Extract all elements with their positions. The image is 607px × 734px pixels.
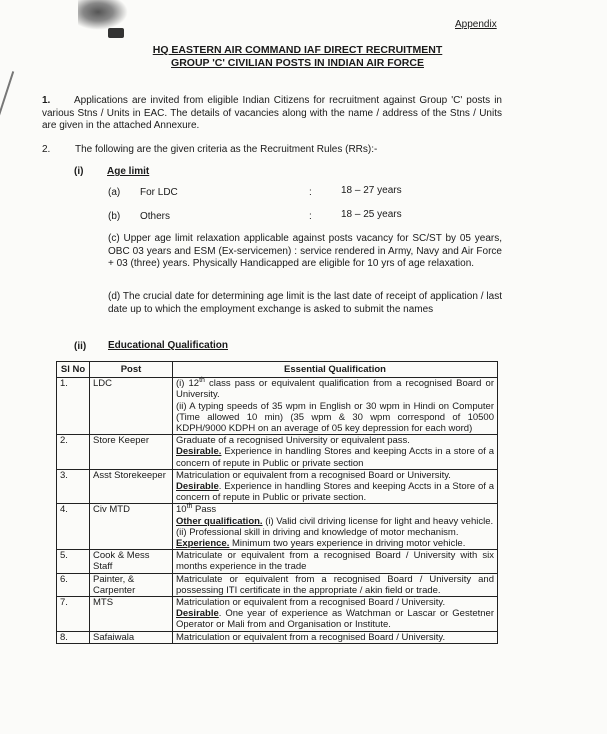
edu-number: (ii) <box>74 341 87 352</box>
scan-smudge <box>78 0 128 30</box>
row-qualification: Matriculation or equivalent from a recognised Board or University. Desirable. Experience in handling Stores and keeping Accts in a Store of a concern of repute in Public or private section. <box>173 469 498 504</box>
row-qualification: Matriculation or equivalent from a recognised Board / University. Desirable. One year of experience as Watchman or Lascar or Gestetner Operator or Mali from and Organisation or Institute. <box>173 597 498 632</box>
row-number: 1. <box>57 378 90 435</box>
para2-text: The following are the given criteria as the Recruitment Rules (RRs):- <box>75 144 378 155</box>
row-number: 4. <box>57 504 90 550</box>
age-b-post: Others <box>140 211 171 222</box>
age-a-colon: : <box>309 187 312 198</box>
row-post: Asst Storekeeper <box>90 469 173 504</box>
para1-number: 1. <box>42 95 51 106</box>
age-a-label: (a) <box>108 187 121 198</box>
age-c-text: (c) Upper age limit relaxation applicable against posts vacancy for SC/ST by 05 years, OBC 03 years and ESM (Ex-servicemen) : service rendered in Army, Navy and Air Force + 03 (three) years. Physically Handicapped are eligible for 10 yrs of age relaxation. <box>108 233 502 269</box>
row-post: LDC <box>90 378 173 435</box>
age-b-colon: : <box>309 211 312 222</box>
header-post: Post <box>90 362 173 378</box>
row-qualification: 10th Pass Other qualification. (i) Valid civil driving license for light and heavy vehicle. (ii) Professional skill in driving and knowledge of motor mechanism. Experience. Minimum two years experience in driving motor vehicle. <box>173 504 498 550</box>
table-header-row <box>57 362 498 378</box>
row-post: Cook & Mess Staff <box>90 550 173 573</box>
scan-edge-line <box>0 71 14 129</box>
para1-text: Applications are invited from eligible Indian Citizens for recruitment against Group 'C' posts in various Stns / Units in EAC. The details of vacancies along with the name / address of the Stns / Units are given in the attached Annexure. <box>42 95 502 131</box>
table-row <box>57 597 498 632</box>
table-row <box>57 378 498 435</box>
appendix-label: Appendix <box>455 19 497 30</box>
row-post: Safaiwala <box>90 631 173 643</box>
age-heading: Age limit <box>107 166 150 177</box>
table-row <box>57 631 498 643</box>
age-number: (i) <box>74 166 84 177</box>
header-qualification: Essential Qualification <box>173 362 498 378</box>
scan-mark <box>108 28 124 38</box>
row-qualification: Matriculation or equivalent from a recognised Board / University. <box>173 631 498 643</box>
row-number: 6. <box>57 573 90 596</box>
age-a-post: For LDC <box>140 187 178 198</box>
row-post: MTS <box>90 597 173 632</box>
table-row <box>57 469 498 504</box>
row-number: 3. <box>57 469 90 504</box>
para2-number: 2. <box>42 144 51 155</box>
table-row <box>57 550 498 573</box>
row-number: 7. <box>57 597 90 632</box>
row-post: Store Keeper <box>90 435 173 470</box>
table-row <box>57 573 498 596</box>
row-post: Civ MTD <box>90 504 173 550</box>
qualification-table <box>56 361 498 644</box>
row-qualification: Matriculate or equivalent from a recognised Board / University and possessing ITI certificate in the appropriate / akin field or trade. <box>173 573 498 596</box>
table-row <box>57 435 498 470</box>
age-b-label: (b) <box>108 211 121 222</box>
row-qualification: Graduate of a recognised University or equivalent pass. Desirable. Experience in handling Stores and keeping Accts in a store of a concern of repute in Public or private section <box>173 435 498 470</box>
age-a-range: 18 – 27 years <box>341 185 402 196</box>
table-row <box>57 504 498 550</box>
row-number: 8. <box>57 631 90 643</box>
age-d-text: (d) The crucial date for determining age limit is the last date of receipt of application / last date up to which the employment exchange is asked to submit the names <box>108 291 502 315</box>
document-title-line2: GROUP 'C' CIVILIAN POSTS IN INDIAN AIR FORCE <box>171 57 424 69</box>
row-number: 2. <box>57 435 90 470</box>
header-sl-no: Sl No <box>57 362 90 378</box>
age-b-range: 18 – 25 years <box>341 209 402 220</box>
document-title-line1: HQ EASTERN AIR COMMAND IAF DIRECT RECRUITMENT <box>152 44 443 56</box>
row-qualification: Matriculate or equivalent from a recognised Board / University with six months experience in the trade <box>173 550 498 573</box>
row-post: Painter, & Carpenter <box>90 573 173 596</box>
edu-heading: Educational Qualification <box>108 340 229 351</box>
row-number: 5. <box>57 550 90 573</box>
row-qualification: (i) 12th class pass or equivalent qualification from a recognised Board or University. (ii) A typing speeds of 35 wpm in English or 30 wpm in Hindi on Computer (Time allowed 10 min) (35 wpm & 30 wpm correspond of 10500 KDPH/9000 KDPH on an average of 05 key depression for each word) <box>173 378 498 435</box>
